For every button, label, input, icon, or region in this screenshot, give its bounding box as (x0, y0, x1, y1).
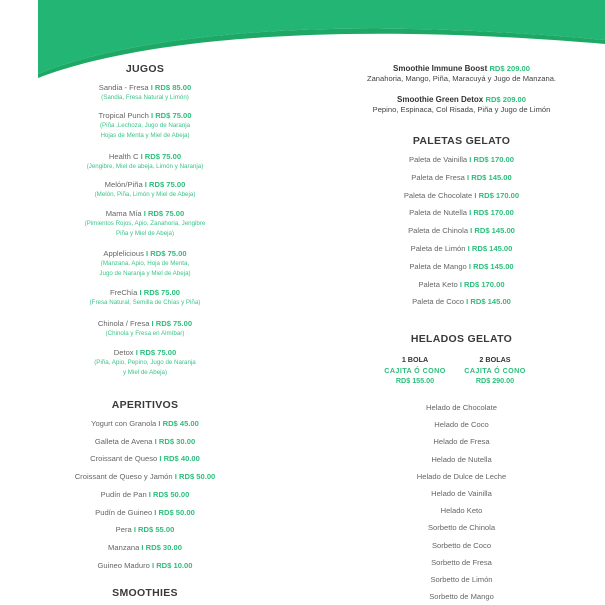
menu-item-name: Detox (113, 348, 136, 357)
menu-item-line (318, 262, 605, 272)
gelato-flavor: Helado de Fresa (433, 437, 490, 447)
menu-item-name: Paleta de Nutella (409, 208, 470, 218)
menu-item (0, 209, 290, 238)
menu-item-line (0, 454, 290, 464)
menu-item-price: I RD$ 145.00 (466, 172, 512, 182)
size-1-bola: 1 BOLA CAJITA Ó CONO RD$ 155.00 (384, 355, 446, 385)
menu-item-description: y Miel de Abeja) (122, 368, 168, 376)
menu-item (318, 208, 605, 218)
menu-item-line (318, 226, 605, 236)
menu-item (318, 226, 605, 236)
menu-item-description: Jugo de Naranja y Miel de Abeja) (99, 269, 191, 277)
menu-item-description: (Fresa Natural, Semilla de Chías y Piña) (89, 299, 201, 306)
menu-item (0, 288, 290, 308)
gelato-flavor: Helado de Coco (434, 420, 489, 430)
smoothie-immune-boost: Smoothie Immune Boost RD$ 209.00 Zanahoria, Mango, Piña, Maracuyá y Jugo de Manzana. (366, 64, 557, 83)
menu-item (0, 508, 290, 518)
menu-item-name: Paleta de Mango (409, 261, 469, 271)
menu-item-price: I RD$ 170.00 (474, 190, 520, 200)
menu-item (0, 543, 290, 553)
menu-item-description: (Piña, Apio, Pepino, Jugo de Naranja (94, 359, 196, 366)
gelato-flavor: Sorbetto de Limón (430, 575, 493, 584)
menu-item-line (0, 561, 290, 571)
menu-item-line (318, 244, 605, 254)
gelato-flavor: Helado de Dulce de Leche (416, 471, 507, 481)
menu-item (318, 155, 605, 165)
gelato-flavor: Sorbetto de Coco (431, 540, 492, 550)
menu-item-price: I RD$ 50.00 (148, 489, 190, 499)
menu-item (0, 152, 290, 172)
menu-item-description: (Chinola y Fresa en Almíbar) (105, 330, 185, 337)
menu-item-line (0, 319, 290, 329)
menu-item (318, 244, 605, 254)
menu-item (318, 173, 605, 183)
menu-item (318, 280, 605, 290)
menu-item-price: I RD$ 145.00 (466, 297, 511, 307)
menu-item-line (0, 472, 290, 482)
menu-item (318, 191, 605, 201)
menu-item-description: Hojas de Menta y Miel de Abeja) (100, 131, 190, 139)
menu-item-price: I RD$ 30.00 (154, 436, 196, 446)
gelato-flavor: Helado de Chocolate (426, 403, 497, 412)
section-title-helados: HELADOS GELATO (410, 333, 513, 345)
menu-item-price: I RD$ 75.00 (140, 152, 182, 161)
menu-item (0, 111, 290, 140)
gelato-flavor: Sorbetto de Fresa (431, 557, 492, 567)
menu-item-name: Applelicious (103, 249, 147, 258)
menu-item (0, 525, 290, 535)
section-title-aperitivos: APERITIVOS (111, 399, 179, 411)
menu-item-description: (Manzana, Apio, Hoja de Menta, (100, 260, 190, 267)
section-title-jugos: JUGOS (125, 63, 165, 75)
menu-item-description: (Piña ,Lechoza, Jugo de Naranja (99, 122, 191, 129)
menu-item-line (0, 83, 290, 93)
menu-item-name: Manzana (108, 542, 142, 552)
menu-item-line (0, 249, 290, 259)
menu-item-name: Galleta de Avena (94, 436, 155, 446)
menu-item-line (318, 191, 605, 201)
section-title-paletas: PALETAS GELATO (412, 135, 511, 147)
menu-item-line (318, 297, 605, 307)
menu-item-name: Pudín de Pan (100, 489, 149, 499)
menu-item-price: I RD$ 50.00 (174, 472, 216, 482)
section-title-smoothies: SMOOTHIES (112, 587, 178, 599)
menu-item (0, 454, 290, 464)
menu-item-name: FreChía (109, 288, 140, 297)
menu-item (318, 262, 605, 272)
menu-item (0, 319, 290, 339)
menu-item-price: I RD$ 40.00 (159, 454, 200, 464)
menu-item (0, 249, 290, 278)
menu-item-name: Health C (108, 152, 141, 161)
menu-item-price: I RD$ 75.00 (151, 319, 193, 328)
menu-item (0, 437, 290, 447)
menu-item-description: Piña y Miel de Abeja) (115, 229, 175, 237)
menu-item-name: Paleta de Coco (412, 297, 467, 307)
menu-item-line (0, 288, 290, 298)
menu-item-name: Pudín de Guineo (95, 507, 155, 517)
menu-item-description: (Pimientos Rojos, Apio, Zanahoria, Jengibre (84, 220, 206, 227)
menu-item-name: Chinola / Fresa (97, 319, 152, 328)
menu-item-description: (Jengibre, Miel de abeja, Limón y Naranja) (86, 163, 204, 170)
menu-item-line (0, 348, 290, 358)
menu-item-price: I RD$ 50.00 (154, 507, 195, 517)
menu-item-name: Paleta de Fresa (411, 172, 467, 182)
menu-item-price: I RD$ 170.00 (459, 279, 505, 289)
menu-item-name: Croissant de Queso (90, 454, 160, 464)
menu-item-name: Paleta de Chocolate (403, 190, 475, 200)
menu-item-price: I RD$ 145.00 (470, 226, 515, 236)
menu-item-description: (Melón, Piña, Limón y Miel de Abeja) (94, 191, 196, 198)
menu-item-line (0, 525, 290, 535)
menu-item-price: I RD$ 145.00 (467, 244, 513, 253)
menu-item (0, 490, 290, 500)
menu-item-line (318, 208, 605, 218)
menu-item (0, 83, 290, 103)
menu-item-line (0, 180, 290, 190)
menu-item-price: I RD$ 75.00 (135, 348, 177, 357)
menu-item-name: Paleta de Vainilla (409, 155, 470, 164)
menu-item-name: Sandia - Fresa (98, 83, 151, 92)
menu-item (0, 472, 290, 482)
menu-item-name: Melón/Piña (104, 180, 145, 189)
menu-item-price: I RD$ 10.00 (151, 560, 193, 570)
menu-item-line (0, 209, 290, 219)
menu-item-line (0, 543, 290, 553)
gelato-flavor: Helado de Vainilla (431, 489, 492, 498)
menu-item-line (318, 173, 605, 183)
menu-item (318, 297, 605, 307)
menu-item-price: I RD$ 75.00 (150, 111, 192, 120)
menu-item-name: Guineo Maduro (97, 560, 152, 570)
menu-item (0, 419, 290, 429)
gelato-flavor: Helado de Nutella (431, 454, 492, 464)
menu-item-line (0, 437, 290, 447)
gelato-flavor: Helado Keto (440, 506, 483, 516)
menu-item-name: Mama Mía (105, 209, 144, 218)
menu-item-name: Paleta de Chinola (408, 226, 471, 236)
menu-item (0, 348, 290, 377)
menu-item-price: I RD$ 55.00 (133, 525, 175, 535)
size-2-bolas: 2 BOLAS CAJITA Ó CONO RD$ 290.00 (464, 355, 526, 385)
menu-item-name: Tropical Punch (98, 111, 151, 120)
menu-item-price: I RD$ 170.00 (469, 155, 514, 164)
gelato-flavor: Sorbetto de Chinola (427, 523, 496, 533)
gelato-flavor: Sorbetto de Mango (429, 592, 494, 602)
menu-item-name: Yogurt con Granola (91, 419, 159, 428)
menu-item-price: I RD$ 75.00 (146, 249, 187, 258)
menu-item-price: I RD$ 75.00 (143, 209, 185, 218)
menu-item-name: Paleta de Limón (410, 244, 468, 253)
menu-item-name: Croissant de Queso y Jamón (74, 472, 175, 482)
menu-item (0, 561, 290, 571)
menu-item (0, 180, 290, 200)
menu-item-price: I RD$ 75.00 (144, 180, 186, 189)
menu-item-line (318, 155, 605, 165)
menu-item-price: I RD$ 170.00 (469, 208, 514, 218)
menu-item-price: I RD$ 45.00 (158, 419, 199, 428)
menu-item-name: Paleta Keto (418, 279, 460, 289)
menu-item-line (0, 508, 290, 518)
menu-item-name: Pera (115, 525, 134, 535)
smoothie-green-detox: Smoothie Green Detox RD$ 209.00 Pepino, Espinaca, Col Risada, Piña y Jugo de Limón (372, 95, 551, 114)
menu-item-price: I RD$ 75.00 (139, 288, 181, 297)
menu-item-price: I RD$ 30.00 (141, 542, 182, 552)
menu-item-price: I RD$ 145.00 (468, 261, 514, 271)
menu-item-line (0, 111, 290, 121)
menu-item-line (0, 490, 290, 500)
gelato-sizes (318, 355, 605, 391)
menu-item-line (0, 419, 290, 429)
menu-item-price: I RD$ 85.00 (150, 83, 192, 92)
menu-item-line (318, 280, 605, 290)
menu-item-line (0, 152, 290, 162)
menu-item-description: (Sandia, Fresa Natural y Limón) (101, 94, 189, 101)
